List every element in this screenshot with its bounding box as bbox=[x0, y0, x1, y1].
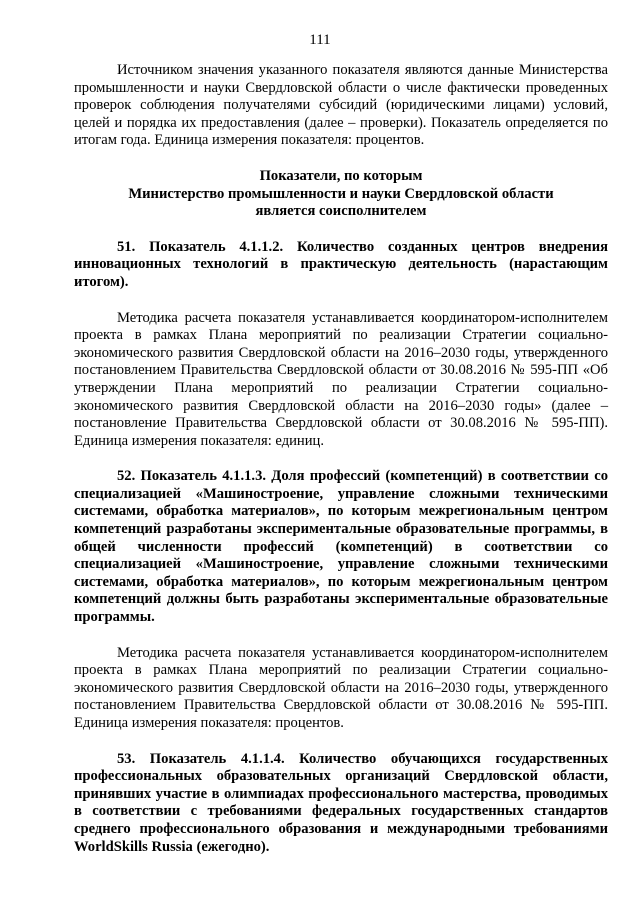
section-heading bbox=[74, 168, 608, 221]
section-heading-line: является соисполнителем bbox=[255, 203, 427, 220]
indicator-51-method: Методика расчета показателя устанавливается координатором-исполнителем проекта в рамках Плана мероприятий по реализации Стратегии социально-экономического развития Свердловской области на 2016–2030 годы, утвержденного постановлением Правительства Свердловской области от 30.08.2016 № 595-ПП «Об утверждении Плана мероприятий по реализации Стратегии социально-экономического развития Свердловской области на 2016–2030 годы» (далее – постановление Правительства Свердловской области от 30.08.2016 № 595-ПП). Единица измерения показателя: единиц. bbox=[74, 309, 608, 449]
document-body bbox=[74, 62, 608, 856]
indicator-51-title: 51. Показатель 4.1.1.2. Количество созданных центров внедрения инновационных технологий в практическую деятельность (нарастающим итогом). bbox=[74, 238, 608, 290]
section-heading-line: Министерство промышленности и науки Свердловской области bbox=[128, 185, 554, 202]
section-heading-line: Показатели, по которым bbox=[259, 167, 423, 184]
source-paragraph: Источником значения указанного показателя являются данные Министерства промышленности и науки Свердловской области о числе фактически проведенных проверок соблюдения получателями субсидий (юридическими лицами) условий, целей и порядка их предоставления (далее – проверки). Показатель определяется по итогам года. Единица измерения показателя: процентов. bbox=[74, 62, 608, 149]
indicator-53-title: 53. Показатель 4.1.1.4. Количество обучающихся государственных профессиональных образовательных организаций Свердловской области, принявших участие в олимпиадах профессионального мастерства, проводимых в соответствии с требованиями федеральных государственных стандартов среднего профессионального образования и международными требованиями WorldSkills Russia (ежегодно). bbox=[74, 750, 608, 855]
page-number: 111 bbox=[309, 32, 331, 48]
indicator-52-title: 52. Показатель 4.1.1.3. Доля профессий (компетенций) в соответствии со специализацией «Машиностроение, управление сложными техническими системами, обработка материалов», по которым межрегиональным центром компетенций разработаны экспериментальные образовательные программы, в общей численности профессий (компетенций) в соответствии со специализацией «Машиностроение, управление сложными техническими системами, обработка материалов», по которым межрегиональным центром компетенций должны быть разработаны экспериментальные образовательные программы. bbox=[74, 468, 608, 626]
indicator-52-method: Методика расчета показателя устанавливается координатором-исполнителем проекта в рамках Плана мероприятий по реализации Стратегии социально-экономического развития Свердловской области на 2016–2030 годы, утвержденного постановлением Правительства Свердловской области от 30.08.2016 № 595-ПП. Единица измерения показателя: процентов. bbox=[74, 644, 608, 731]
